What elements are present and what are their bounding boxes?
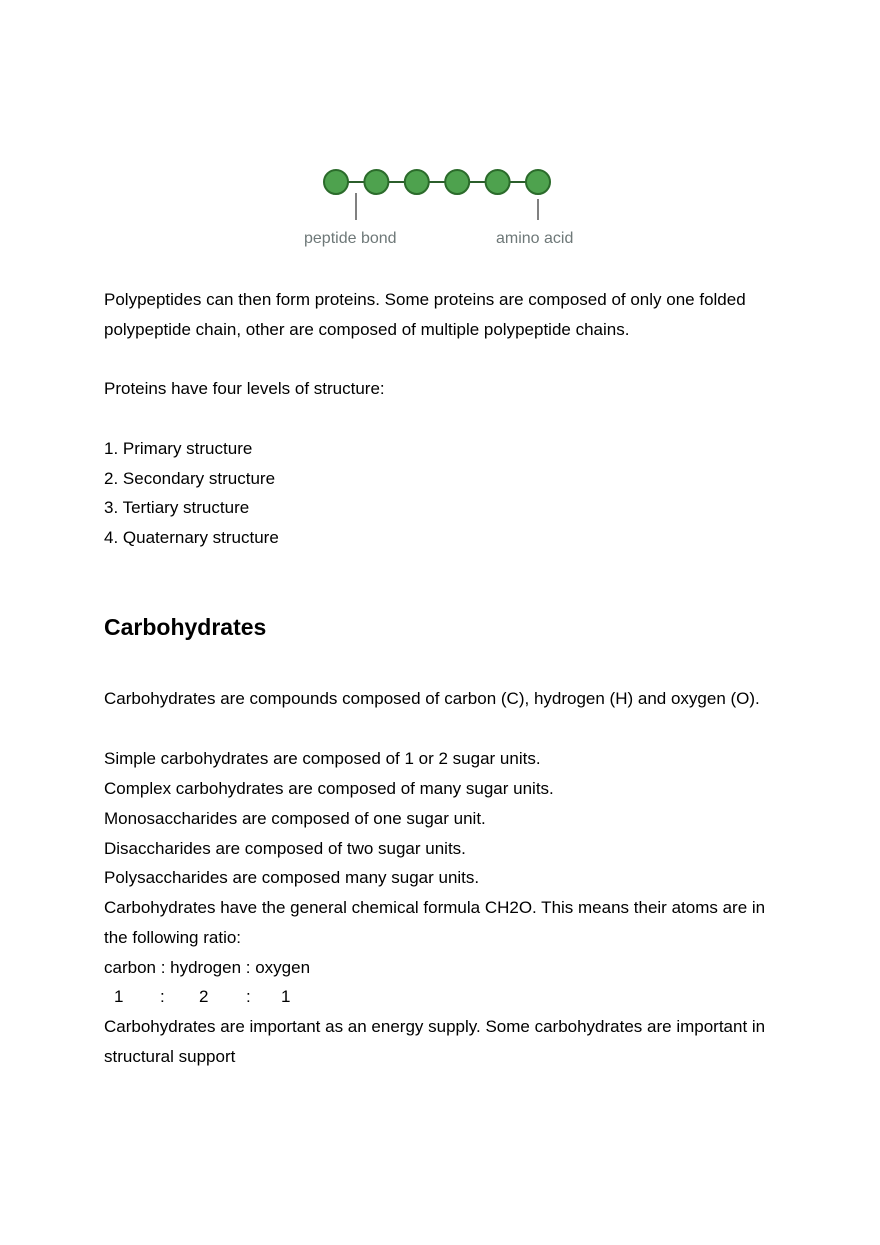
section-heading: Carbohydrates — [104, 614, 267, 640]
paragraph-line: Disaccharides are composed of two sugar units. — [104, 839, 466, 858]
amino-acid-circle — [324, 170, 348, 194]
paragraph-line: structural support — [104, 1047, 236, 1066]
amino-acid-circle — [526, 170, 550, 194]
ratio-separator: : — [246, 987, 251, 1006]
amino-acid-label: amino acid — [496, 230, 574, 247]
paragraph-line: Carbohydrates are important as an energy supply. Some carbohydrates are important in — [104, 1017, 766, 1036]
amino-acid-circle — [445, 170, 469, 194]
paragraph: Carbohydrates are compounds composed of carbon (C), hydrogen (H) and oxygen (O). — [104, 689, 760, 708]
ratio-hydrogen: 2 — [199, 987, 209, 1006]
paragraph-line: polypeptide chain, other are composed of multiple polypeptide chains. — [104, 320, 630, 339]
ratio-carbon: 1 — [114, 987, 124, 1006]
paragraph: Proteins have four levels of structure: — [104, 379, 385, 398]
list-item: 3. Tertiary structure — [104, 498, 250, 517]
list-item: 1. Primary structure — [104, 439, 253, 458]
list-item: 2. Secondary structure — [104, 469, 276, 488]
amino-acid-circle — [364, 170, 388, 194]
ratio-oxygen: 1 — [281, 987, 291, 1006]
polypeptide-diagram — [0, 0, 880, 260]
paragraph-line: Monosaccharides are composed of one sugar unit. — [104, 809, 486, 828]
paragraph-line: Carbohydrates have the general chemical formula CH2O. This means their atoms are in — [104, 898, 766, 917]
amino-acid-circle — [405, 170, 429, 194]
paragraph-line: the following ratio: — [104, 928, 242, 947]
paragraph-line: carbon : hydrogen : oxygen — [104, 958, 311, 977]
paragraph-line: Polypeptides can then form proteins. Some proteins are composed of only one folded — [104, 290, 746, 309]
amino-acid-circle — [486, 170, 510, 194]
paragraph-line: Simple carbohydrates are composed of 1 or 2 sugar units. — [104, 749, 541, 768]
paragraph-line: Polysaccharides are composed many sugar units. — [104, 868, 480, 887]
paragraph-line: Complex carbohydrates are composed of many sugar units. — [104, 779, 554, 798]
ratio-separator: : — [160, 987, 165, 1006]
peptide-bond-label: peptide bond — [304, 230, 397, 247]
list-item: 4. Quaternary structure — [104, 528, 279, 547]
